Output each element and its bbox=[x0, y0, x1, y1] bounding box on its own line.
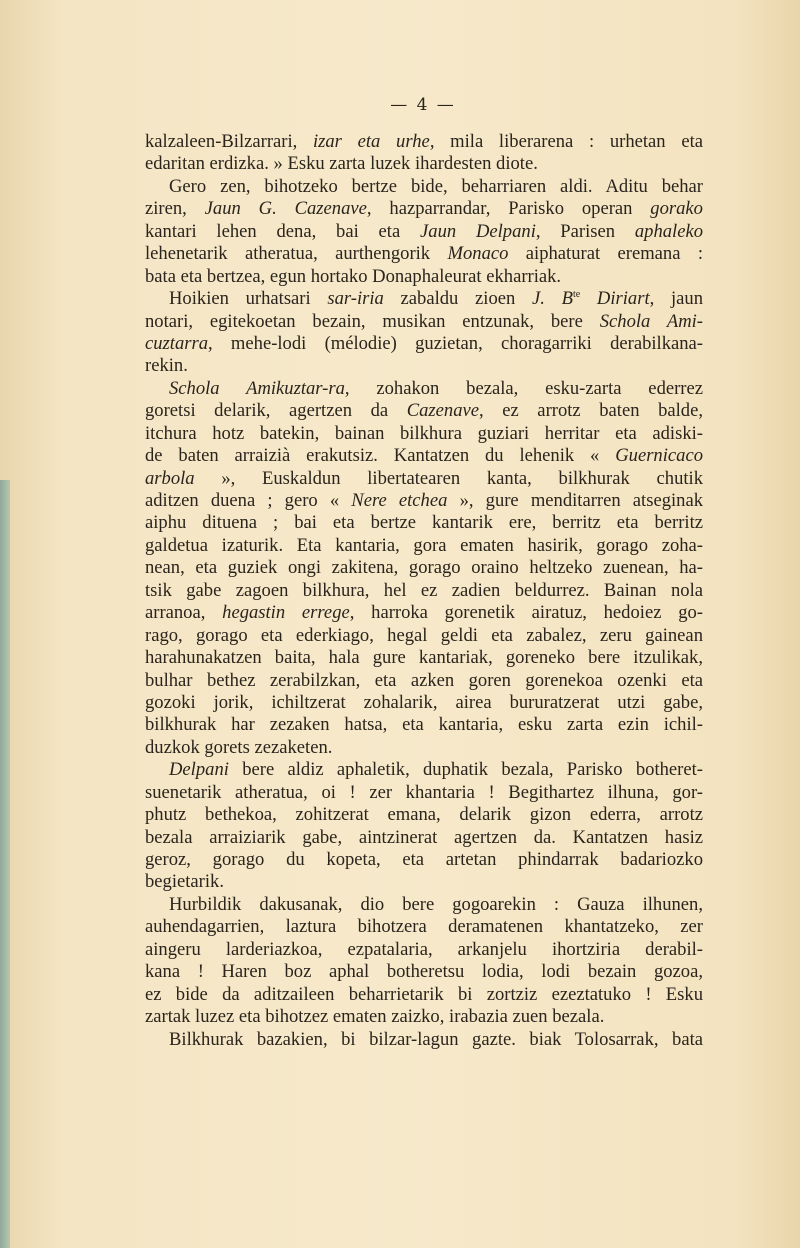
text-line bbox=[145, 984, 703, 1006]
text-line bbox=[145, 557, 703, 579]
text-line bbox=[145, 759, 703, 781]
text-run: itchura hotz batekin, bainan bilkhura guziari herritar eta adiski- bbox=[145, 422, 703, 444]
text-line bbox=[145, 535, 703, 557]
text-run: ez bide da aditzaileen beharrietarik bi zortziz ezeztatuko ! Esku bbox=[145, 983, 703, 1005]
text-line bbox=[145, 378, 703, 400]
text-run: suenetarik atheratua, oi ! zer khantaria ! Begithartez ilhuna, gor- bbox=[145, 781, 703, 803]
italic-text: Jaun G. Cazenave bbox=[204, 198, 367, 220]
text-line bbox=[145, 939, 703, 961]
text-run: , Parisen bbox=[535, 220, 635, 242]
text-line bbox=[145, 827, 703, 849]
italic-text: Nere etchea bbox=[351, 490, 448, 511]
text-line bbox=[145, 961, 703, 983]
text-run: bilkhurak har zezaken hatsa, eta kantaria, esku zarta ezin ichil- bbox=[145, 714, 703, 736]
text-line bbox=[145, 153, 703, 175]
text-line bbox=[145, 288, 703, 310]
text-run: de baten arraizià erakutsiz. Kantatzen du lehenik « bbox=[145, 445, 616, 467]
text-line bbox=[145, 423, 703, 445]
text-line bbox=[145, 737, 703, 759]
italic-text: aphaleko bbox=[634, 220, 703, 242]
italic-text: sar-iria bbox=[327, 288, 384, 310]
text-run: arranoa, bbox=[145, 602, 223, 624]
text-line bbox=[145, 1006, 703, 1028]
text-run: bere aldiz aphaletik, duphatik bezala, Parisko botheret- bbox=[228, 759, 703, 781]
body-text bbox=[145, 131, 703, 1051]
text-run: kalzaleen-Bilzarrari, bbox=[145, 131, 313, 152]
text-run: phutz bethekoa, zohitzerat emana, delarik gizon ederra, arrotz bbox=[145, 804, 703, 826]
italic-text: arbola bbox=[145, 467, 195, 489]
italic-text: Delpani bbox=[169, 759, 229, 781]
text-line bbox=[145, 871, 703, 893]
text-line bbox=[145, 782, 703, 804]
text-run: aditzen duena ; gero « bbox=[145, 490, 352, 511]
text-run: tsik gabe zagoen bilkhura, hel ez zadien beldurrez. Bainan nola bbox=[145, 579, 703, 601]
text-run: Bilkhurak bazakien, bi bilzar-lagun gazte. biak Tolosarrak, bata bbox=[169, 1028, 703, 1050]
text-line bbox=[145, 916, 703, 938]
text-line bbox=[145, 221, 703, 243]
italic-text: hegastin errege bbox=[222, 602, 350, 624]
binding-edge-strip bbox=[0, 480, 10, 1248]
text-line bbox=[145, 311, 703, 333]
text-line bbox=[145, 714, 703, 736]
text-run: geroz, gorago du kopeta, eta artetan phindarrak badariozko bbox=[145, 849, 703, 870]
text-line bbox=[145, 490, 703, 512]
text-run: , hazparrandar, Parisko operan bbox=[366, 198, 651, 220]
text-run: notari, egitekoetan bezain, musikan entzunak, bere bbox=[145, 310, 600, 332]
text-run: Gero zen, bihotzeko bertze bide, beharriaren aldi. Aditu behar bbox=[169, 175, 703, 197]
text-line bbox=[145, 692, 703, 714]
italic-text: Jaun Delpani bbox=[420, 220, 536, 242]
italic-text: Monaco bbox=[447, 243, 509, 265]
text-line bbox=[145, 243, 703, 265]
text-run: duzkok gorets zezaketen. bbox=[145, 736, 333, 758]
text-run: zabaldu zioen bbox=[383, 288, 533, 310]
text-line bbox=[145, 602, 703, 624]
text-run: kana ! Haren boz aphal botheretsu lodia, lodi bezain gozoa, bbox=[145, 961, 703, 983]
text-run: , mila liberarena : urhetan eta bbox=[429, 131, 703, 152]
italic-text: Diriart bbox=[580, 288, 650, 310]
text-run: rekin. bbox=[145, 355, 188, 377]
text-run: aiphaturat eremana : bbox=[508, 243, 703, 265]
text-run: Hoikien urhatsari bbox=[169, 288, 328, 310]
text-line bbox=[145, 580, 703, 602]
text-line bbox=[145, 670, 703, 692]
text-line bbox=[145, 804, 703, 826]
text-run: galdetua izaturik. Eta kantaria, gora ematen hasirik, gorago zoha- bbox=[145, 534, 703, 556]
text-run: nean, eta guziek ongi zakitena, gorago oraino heltzeko zuenean, ha- bbox=[145, 557, 703, 579]
text-run: Hurbildik dakusanak, dio bere gogoarekin : Gauza ilhunen, bbox=[169, 893, 703, 915]
text-run: harahunakatzen baita, hala gure kantariak, goreneko bere itzulikak, bbox=[145, 647, 703, 669]
text-run: auhendagarrien, laztura bihotzera deramatenen khantatzeko, zer bbox=[145, 916, 703, 938]
text-line bbox=[145, 176, 703, 198]
text-line bbox=[145, 1029, 703, 1051]
text-line bbox=[145, 512, 703, 534]
text-run: , mehe-lodi (mélodie) guzietan, choragarriki derabilkana- bbox=[208, 332, 703, 354]
text-run: lehenetarik atheratua, aurthengorik bbox=[145, 243, 448, 265]
page-number: — 4 — bbox=[390, 95, 456, 115]
text-run: begietarik. bbox=[145, 871, 224, 893]
text-run: , jaun bbox=[649, 288, 703, 310]
text-line bbox=[145, 355, 703, 377]
text-run: bulhar bethez zerabilzkan, eta azken goren gorenekoa ozenki eta bbox=[145, 669, 703, 691]
text-line bbox=[145, 625, 703, 647]
text-line bbox=[145, 400, 703, 422]
text-line bbox=[145, 333, 703, 355]
text-run: goretsi delarik, agertzen da bbox=[145, 400, 407, 422]
text-run: aingeru larderiazkoa, ezpatalaria, arkanjelu ihortziria derabil- bbox=[145, 938, 703, 960]
italic-text: izar eta urhe bbox=[312, 131, 430, 152]
text-line bbox=[145, 647, 703, 669]
text-line bbox=[145, 894, 703, 916]
text-run: kantari lehen dena, bai eta bbox=[145, 220, 421, 242]
text-run: gozoki jorik, ichiltzerat zohalarik, airea bururatzerat utzi gabe, bbox=[145, 691, 703, 713]
text-line bbox=[145, 198, 703, 220]
text-run: , ez arrotz baten balde, bbox=[479, 400, 703, 422]
italic-text: Guernicaco bbox=[615, 445, 703, 467]
italic-text: Schola Ami- bbox=[599, 310, 703, 332]
text-run: », gure menditarren atseginak bbox=[447, 490, 704, 511]
text-line bbox=[145, 468, 703, 490]
text-run: edaritan erdizka. » Esku zarta luzek ihardesten diote. bbox=[145, 153, 538, 175]
text-run: aiphu dituena ; bai eta bertze kantarik ere, berritz eta berritz bbox=[145, 512, 703, 534]
text-run: ziren, bbox=[145, 198, 205, 220]
italic-text: Cazenave bbox=[406, 400, 479, 422]
text-run: zartak luzez eta bihotzez ematen zaizko, irabazia zuen bezala. bbox=[145, 1006, 605, 1028]
text-run: bezala arraiziarik gabe, aintzinerat agertzen da. Kantatzen hasiz bbox=[145, 826, 703, 848]
text-run: », Euskaldun libertatearen kanta, bilkhurak chutik bbox=[194, 467, 703, 489]
text-line bbox=[145, 131, 703, 153]
italic-text: J. B bbox=[532, 288, 573, 310]
text-run: , zohakon bezala, esku-zarta ederrez bbox=[344, 377, 704, 399]
text-line bbox=[145, 266, 703, 288]
text-line bbox=[145, 445, 703, 467]
italic-text: gorako bbox=[650, 198, 703, 220]
italic-text: Schola Amikuztar-ra bbox=[169, 377, 345, 399]
italic-text: cuztarra bbox=[145, 332, 209, 354]
superscript-text: te bbox=[573, 289, 581, 301]
text-line bbox=[145, 849, 703, 871]
text-run: bata eta bertzea, egun hortako Donaphaleurat ekharriak. bbox=[145, 265, 562, 287]
text-run: , harroka gorenetik airatuz, hedoiez go- bbox=[349, 602, 703, 624]
text-run: rago, gorago eta ederkiago, hegal geldi eta zabalez, zeru gainean bbox=[145, 624, 703, 646]
